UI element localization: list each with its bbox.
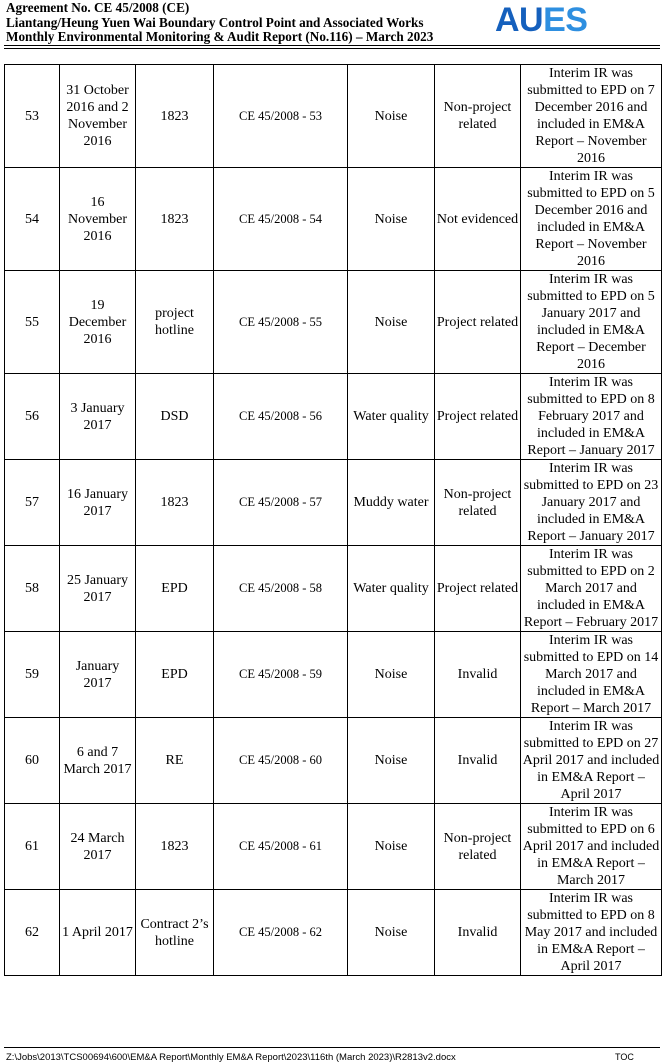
cell-nature: Water quality bbox=[348, 546, 435, 632]
cell-remark: Interim IR was submitted to EPD on 14 March 2017 and included in EM&A Report – March 2017 bbox=[521, 632, 662, 718]
cell-no: 56 bbox=[5, 374, 60, 460]
cell-ref: CE 45/2008 - 57 bbox=[214, 460, 348, 546]
cell-nature: Noise bbox=[348, 804, 435, 890]
table-row bbox=[5, 890, 662, 976]
cell-source: 1823 bbox=[136, 168, 214, 271]
cell-source: DSD bbox=[136, 374, 214, 460]
cell-date: 3 January 2017 bbox=[60, 374, 136, 460]
cell-date: 16 January 2017 bbox=[60, 460, 136, 546]
header-rule-bottom bbox=[4, 48, 660, 49]
cell-nature: Noise bbox=[348, 632, 435, 718]
cell-no: 59 bbox=[5, 632, 60, 718]
cell-nature: Noise bbox=[348, 65, 435, 168]
cell-status: Non-project related bbox=[435, 460, 521, 546]
cell-ref: CE 45/2008 - 54 bbox=[214, 168, 348, 271]
page-footer bbox=[0, 1040, 664, 1064]
header-text bbox=[6, 1, 433, 45]
cell-source: EPD bbox=[136, 632, 214, 718]
table-row bbox=[5, 718, 662, 804]
report-title: Monthly Environmental Monitoring & Audit Report (No.116) – March 2023 bbox=[6, 29, 434, 45]
cell-source: EPD bbox=[136, 546, 214, 632]
aues-logo bbox=[495, 2, 587, 38]
cell-nature: Noise bbox=[348, 718, 435, 804]
cell-status: Not evidenced bbox=[435, 168, 521, 271]
cell-source: 1823 bbox=[136, 65, 214, 168]
file-path: Z:\Jobs\2013\TCS00694\600\EM&A Report\Monthly EM&A Report\2023\116th (March 2023)\R2813v2.docx bbox=[6, 1052, 456, 1063]
project-title: Liantang/Heung Yuen Wai Boundary Control Point and Associated Works bbox=[6, 14, 424, 30]
cell-status: Project related bbox=[435, 271, 521, 374]
cell-no: 57 bbox=[5, 460, 60, 546]
page-header bbox=[0, 0, 664, 46]
cell-source: 1823 bbox=[136, 460, 214, 546]
cell-no: 54 bbox=[5, 168, 60, 271]
cell-date: January 2017 bbox=[60, 632, 136, 718]
cell-ref: CE 45/2008 - 58 bbox=[214, 546, 348, 632]
cell-no: 61 bbox=[5, 804, 60, 890]
cell-remark: Interim IR was submitted to EPD on 6 April 2017 and included in EM&A Report – March 2017 bbox=[521, 804, 662, 890]
cell-ref: CE 45/2008 - 62 bbox=[214, 890, 348, 976]
cell-status: Project related bbox=[435, 374, 521, 460]
cell-remark: Interim IR was submitted to EPD on 23 January 2017 and included in EM&A Report – January 2017 bbox=[521, 460, 662, 546]
logo-part-2: ES bbox=[543, 1, 588, 39]
cell-status: Invalid bbox=[435, 890, 521, 976]
table-row bbox=[5, 271, 662, 374]
cell-source: project hotline bbox=[136, 271, 214, 374]
cell-remark: Interim IR was submitted to EPD on 8 February 2017 and included in EM&A Report – January 2017 bbox=[521, 374, 662, 460]
cell-remark: Interim IR was submitted to EPD on 8 May 2017 and included in EM&A Report – April 2017 bbox=[521, 890, 662, 976]
agreement-number: Agreement No. CE 45/2008 (CE) bbox=[6, 0, 190, 15]
cell-no: 60 bbox=[5, 718, 60, 804]
cell-remark: Interim IR was submitted to EPD on 7 December 2016 and included in EM&A Report – November 2016 bbox=[521, 65, 662, 168]
cell-no: 58 bbox=[5, 546, 60, 632]
cell-date: 31 October 2016 and 2 November 2016 bbox=[60, 65, 136, 168]
toc-link[interactable]: TOC bbox=[615, 1052, 634, 1062]
cell-remark: Interim IR was submitted to EPD on 27 April 2017 and included in EM&A Report – April 2017 bbox=[521, 718, 662, 804]
cell-date: 6 and 7 March 2017 bbox=[60, 718, 136, 804]
table-row bbox=[5, 65, 662, 168]
cell-source: Contract 2’s hotline bbox=[136, 890, 214, 976]
cell-nature: Muddy water bbox=[348, 460, 435, 546]
table-row bbox=[5, 804, 662, 890]
cell-nature: Noise bbox=[348, 890, 435, 976]
cell-source: RE bbox=[136, 718, 214, 804]
cell-status: Non-project related bbox=[435, 804, 521, 890]
cell-remark: Interim IR was submitted to EPD on 2 March 2017 and included in EM&A Report – February 2017 bbox=[521, 546, 662, 632]
cell-remark: Interim IR was submitted to EPD on 5 January 2017 and included in EM&A Report – December 2016 bbox=[521, 271, 662, 374]
footer-rule bbox=[4, 1047, 660, 1048]
cell-ref: CE 45/2008 - 56 bbox=[214, 374, 348, 460]
header-rule-top bbox=[4, 45, 660, 46]
logo-part-1: AU bbox=[495, 1, 544, 39]
cell-status: Non-project related bbox=[435, 65, 521, 168]
cell-no: 62 bbox=[5, 890, 60, 976]
cell-status: Project related bbox=[435, 546, 521, 632]
cell-nature: Noise bbox=[348, 168, 435, 271]
cell-ref: CE 45/2008 - 59 bbox=[214, 632, 348, 718]
cell-ref: CE 45/2008 - 55 bbox=[214, 271, 348, 374]
cell-source: 1823 bbox=[136, 804, 214, 890]
table-row bbox=[5, 460, 662, 546]
table-row bbox=[5, 546, 662, 632]
cell-date: 24 March 2017 bbox=[60, 804, 136, 890]
cell-remark: Interim IR was submitted to EPD on 5 December 2016 and included in EM&A Report – November 2016 bbox=[521, 168, 662, 271]
cell-no: 55 bbox=[5, 271, 60, 374]
cell-no: 53 bbox=[5, 65, 60, 168]
cell-date: 1 April 2017 bbox=[60, 890, 136, 976]
cell-date: 19 December 2016 bbox=[60, 271, 136, 374]
cell-nature: Water quality bbox=[348, 374, 435, 460]
table-row bbox=[5, 374, 662, 460]
cell-status: Invalid bbox=[435, 718, 521, 804]
cell-status: Invalid bbox=[435, 632, 521, 718]
table-row bbox=[5, 168, 662, 271]
cell-nature: Noise bbox=[348, 271, 435, 374]
cell-date: 16 November 2016 bbox=[60, 168, 136, 271]
cell-date: 25 January 2017 bbox=[60, 546, 136, 632]
cell-ref: CE 45/2008 - 53 bbox=[214, 65, 348, 168]
table-row bbox=[5, 632, 662, 718]
complaint-log-table bbox=[4, 64, 662, 976]
cell-ref: CE 45/2008 - 60 bbox=[214, 718, 348, 804]
cell-ref: CE 45/2008 - 61 bbox=[214, 804, 348, 890]
